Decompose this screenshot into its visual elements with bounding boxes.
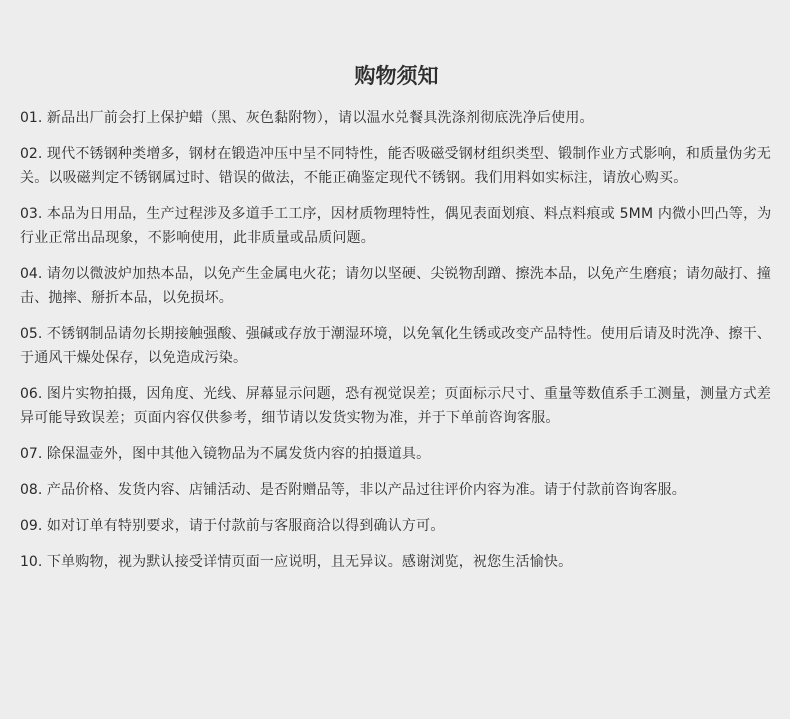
- notice-item-06: [20, 382, 773, 430]
- notice-number: 03.: [20, 206, 43, 222]
- notice-text: 不锈钢制品请勿长期接触强酸、强碱或存放于潮湿环境，以免氧化生锈或改变产品特性。使用后请及时洗净、擦干、于通风干燥处保存，以免造成污染。: [20, 326, 772, 366]
- notice-text: 产品价格、发货内容、店铺活动、是否附赠品等，非以产品过往评价内容为准。请于付款前咨询客服。: [46, 482, 686, 498]
- notice-number: 04.: [20, 266, 43, 282]
- notice-text: 现代不锈钢种类增多，钢材在锻造冲压中呈不同特性，能否吸磁受钢材组织类型、锻制作业方式影响，和质量伪劣无关。以吸磁判定不锈钢属过时、错误的做法，不能正确鉴定现代不锈钢。我们用料如实标注，请放心购买。: [20, 146, 772, 186]
- notice-text: 下单购物，视为默认接受详情页面一应说明，且无异议。感谢浏览，祝您生活愉快。: [46, 554, 573, 570]
- notice-number: 07.: [20, 446, 43, 462]
- notice-number: 08.: [20, 482, 43, 498]
- notice-item-08: [20, 478, 773, 502]
- notice-number: 06.: [20, 386, 43, 402]
- notice-item-10: [20, 550, 773, 574]
- notice-list: [20, 106, 773, 574]
- notice-number: 05.: [20, 326, 43, 342]
- notice-number: 09.: [20, 518, 43, 534]
- notice-text: 请勿以微波炉加热本品，以免产生金属电火花；请勿以坚硬、尖锐物刮蹭、擦洗本品，以免产生磨痕；请勿敲打、撞击、抛摔、掰折本品，以免损坏。: [20, 266, 772, 306]
- notice-text: 新品出厂前会打上保护蜡（黑、灰色黏附物），请以温水兑餐具洗涤剂彻底洗净后使用。: [46, 110, 594, 126]
- notice-text: 除保温壶外，图中其他入镜物品为不属发货内容的拍摄道具。: [46, 446, 431, 462]
- notice-text: 图片实物拍摄，因角度、光线、屏幕显示问题，恐有视觉误差；页面标示尺寸、重量等数值系手工测量，测量方式差异可能导致误差；页面内容仅供参考，细节请以发货实物为准，并于下单前咨询客服。: [20, 386, 772, 426]
- notice-item-09: [20, 514, 773, 538]
- notice-number: 10.: [20, 554, 43, 570]
- notice-text: 如对订单有特别要求，请于付款前与客服商洽以得到确认方可。: [46, 518, 445, 534]
- notice-item-03: [20, 202, 773, 250]
- notice-text: 本品为日用品，生产过程涉及多道手工工序，因材质物理特性，偶见表面划痕、料点料痕或 5MM 内微小凹凸等，为行业正常出品现象，不影响使用，此非质量或品质问题。: [20, 206, 772, 246]
- notice-number: 01.: [20, 110, 43, 126]
- notice-number: 02.: [20, 146, 43, 162]
- page-title: 购物须知: [354, 63, 439, 88]
- notice-item-04: [20, 262, 773, 310]
- notice-item-01: [20, 106, 773, 130]
- notice-item-07: [20, 442, 773, 466]
- notice-item-05: [20, 322, 773, 370]
- notice-item-02: [20, 142, 773, 190]
